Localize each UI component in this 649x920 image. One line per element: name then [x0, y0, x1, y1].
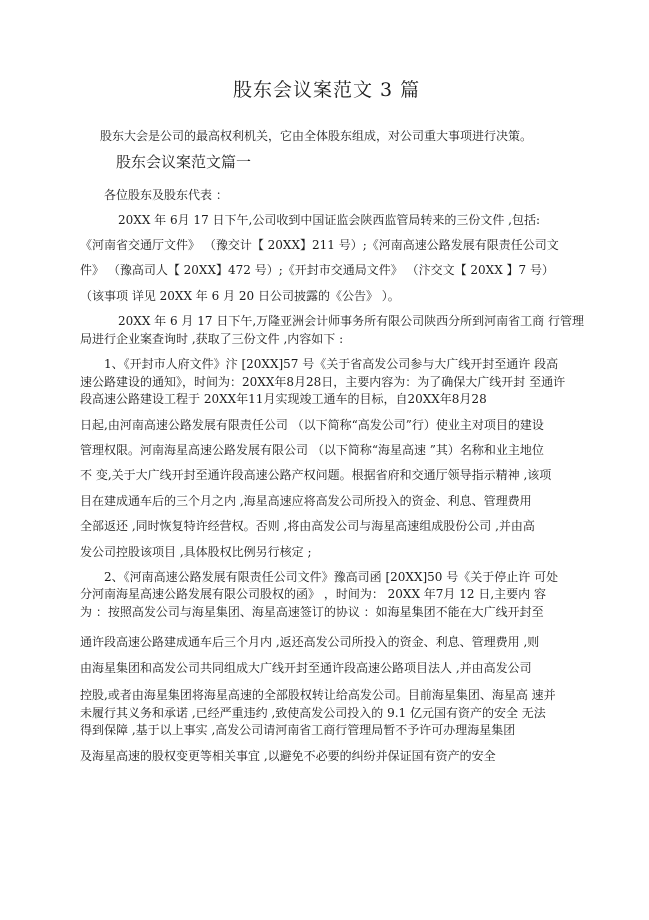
body-line: 及海星高速的股权变更等相关事宜 ,以避免不必要的纠纷并保证国有资产的安全	[80, 749, 496, 763]
body-line: 未履行其义务和承诺 ,已经严重违约 ,致使高发公司投入的 9.1 亿元国有资产的安全 无法	[80, 706, 546, 720]
section-heading: 股东会议案范文篇一	[116, 153, 252, 171]
body-line: 局进行企业案查询时 ,获取了三份文件 ,内容如下 :	[80, 332, 344, 346]
body-line: 件》 （豫高司人【 20XX】472 号）;《开封市交通局文件》 （汴交文【 20XX 】7 号）	[80, 263, 554, 277]
body-line: 20XX 年 6月 17 日下午,公司收到中国证监会陕西监管局转来的三份文件 ,包括:	[118, 213, 541, 227]
body-line: 日起,由河南高速公路发展有限责任公司 （以下简称“高发公司”行）使业主对项目的建设	[80, 418, 544, 432]
body-line: 目在建成通车后的三个月之内 ,海星高速应将高发公司所投入的资金、利息、管理费用	[80, 494, 532, 508]
intro-paragraph: 股东大会是公司的最高权利机关，它由全体股东组成，对公司重大事项进行决策。	[100, 129, 533, 143]
body-line: 发公司控股该项目 ,具体股权比例另行核定 ;	[80, 545, 312, 559]
body-line: 管理权限。河南海星高速公路发展有限公司 （以下简称“海星高速 ”其）名称和业主地位	[80, 443, 544, 457]
body-line: 由海星集团和高发公司共同组成大广线开封至通许段高速公路项目法人 ,并由高发公司	[80, 661, 532, 675]
body-line: 《河南省交通厅文件》 （豫交计【 20XX】211 号）;《河南高速公路发展有限责任公司文	[80, 238, 559, 252]
body-line: 全部返还 ,同时恢复特许经营权。否则 ,将由高发公司与海星高速组成股份公司 ,并由高	[80, 519, 535, 533]
body-line: 分河南海星高速公路发展有限公司股权的函》 ，时间为： 20XX 年7月 12 日,主要内 容	[80, 587, 546, 601]
body-line: 通许段高速公路建成通车后三个月内 ,返还高发公司所投入的资金、利息、管理费用 ,则	[80, 635, 540, 649]
document-title: 股东会议案范文 3 篇	[233, 79, 421, 101]
body-line: （该事项 详见 20XX 年 6 月 20 日公司披露的《公告》 ）。	[80, 289, 400, 303]
body-line: 20XX 年 6 月 17 日下午,万隆亚洲会计师事务所有限公司陕西分所到河南省工商 行管理	[118, 314, 584, 328]
salutation: 各位股东及股东代表 ：	[104, 188, 228, 202]
body-line: 速公路建设的通知》，时间为：20XX年8月28日，主要内容为：为了确保大广线开封 至通许	[80, 375, 566, 389]
body-line: 段高速公路建设工程于 20XX年11月实现竣工通车的目标，自20XX年8月28	[80, 392, 487, 406]
body-line: 得到保障 ,基于以上事实 ,高发公司请河南省工商行管理局暂不予许可办理海星集团	[80, 723, 516, 737]
body-line: 不 变,关于大广线开封至通许段高速公路产权问题。根据省府和交通厅领导指示精神 ,该项	[80, 468, 552, 482]
body-line: 为 ：按照高发公司与海星集团、海星高速签订的协议 ：如海星集团不能在大广线开封至	[80, 605, 544, 619]
body-line: 2、《河南高速公路发展有限责任公司文件》豫高司函 [20XX]50 号《关于停止许 可处	[104, 570, 559, 584]
body-line: 1、《开封市人府文件》汴 [20XX]57 号《关于省高发公司参与大广线开封至通许 段高	[104, 357, 559, 371]
body-line: 控股,或者由海星集团将海星高速的全部股权转让给高发公司。目前海星集团、海星高 速并	[80, 688, 556, 702]
